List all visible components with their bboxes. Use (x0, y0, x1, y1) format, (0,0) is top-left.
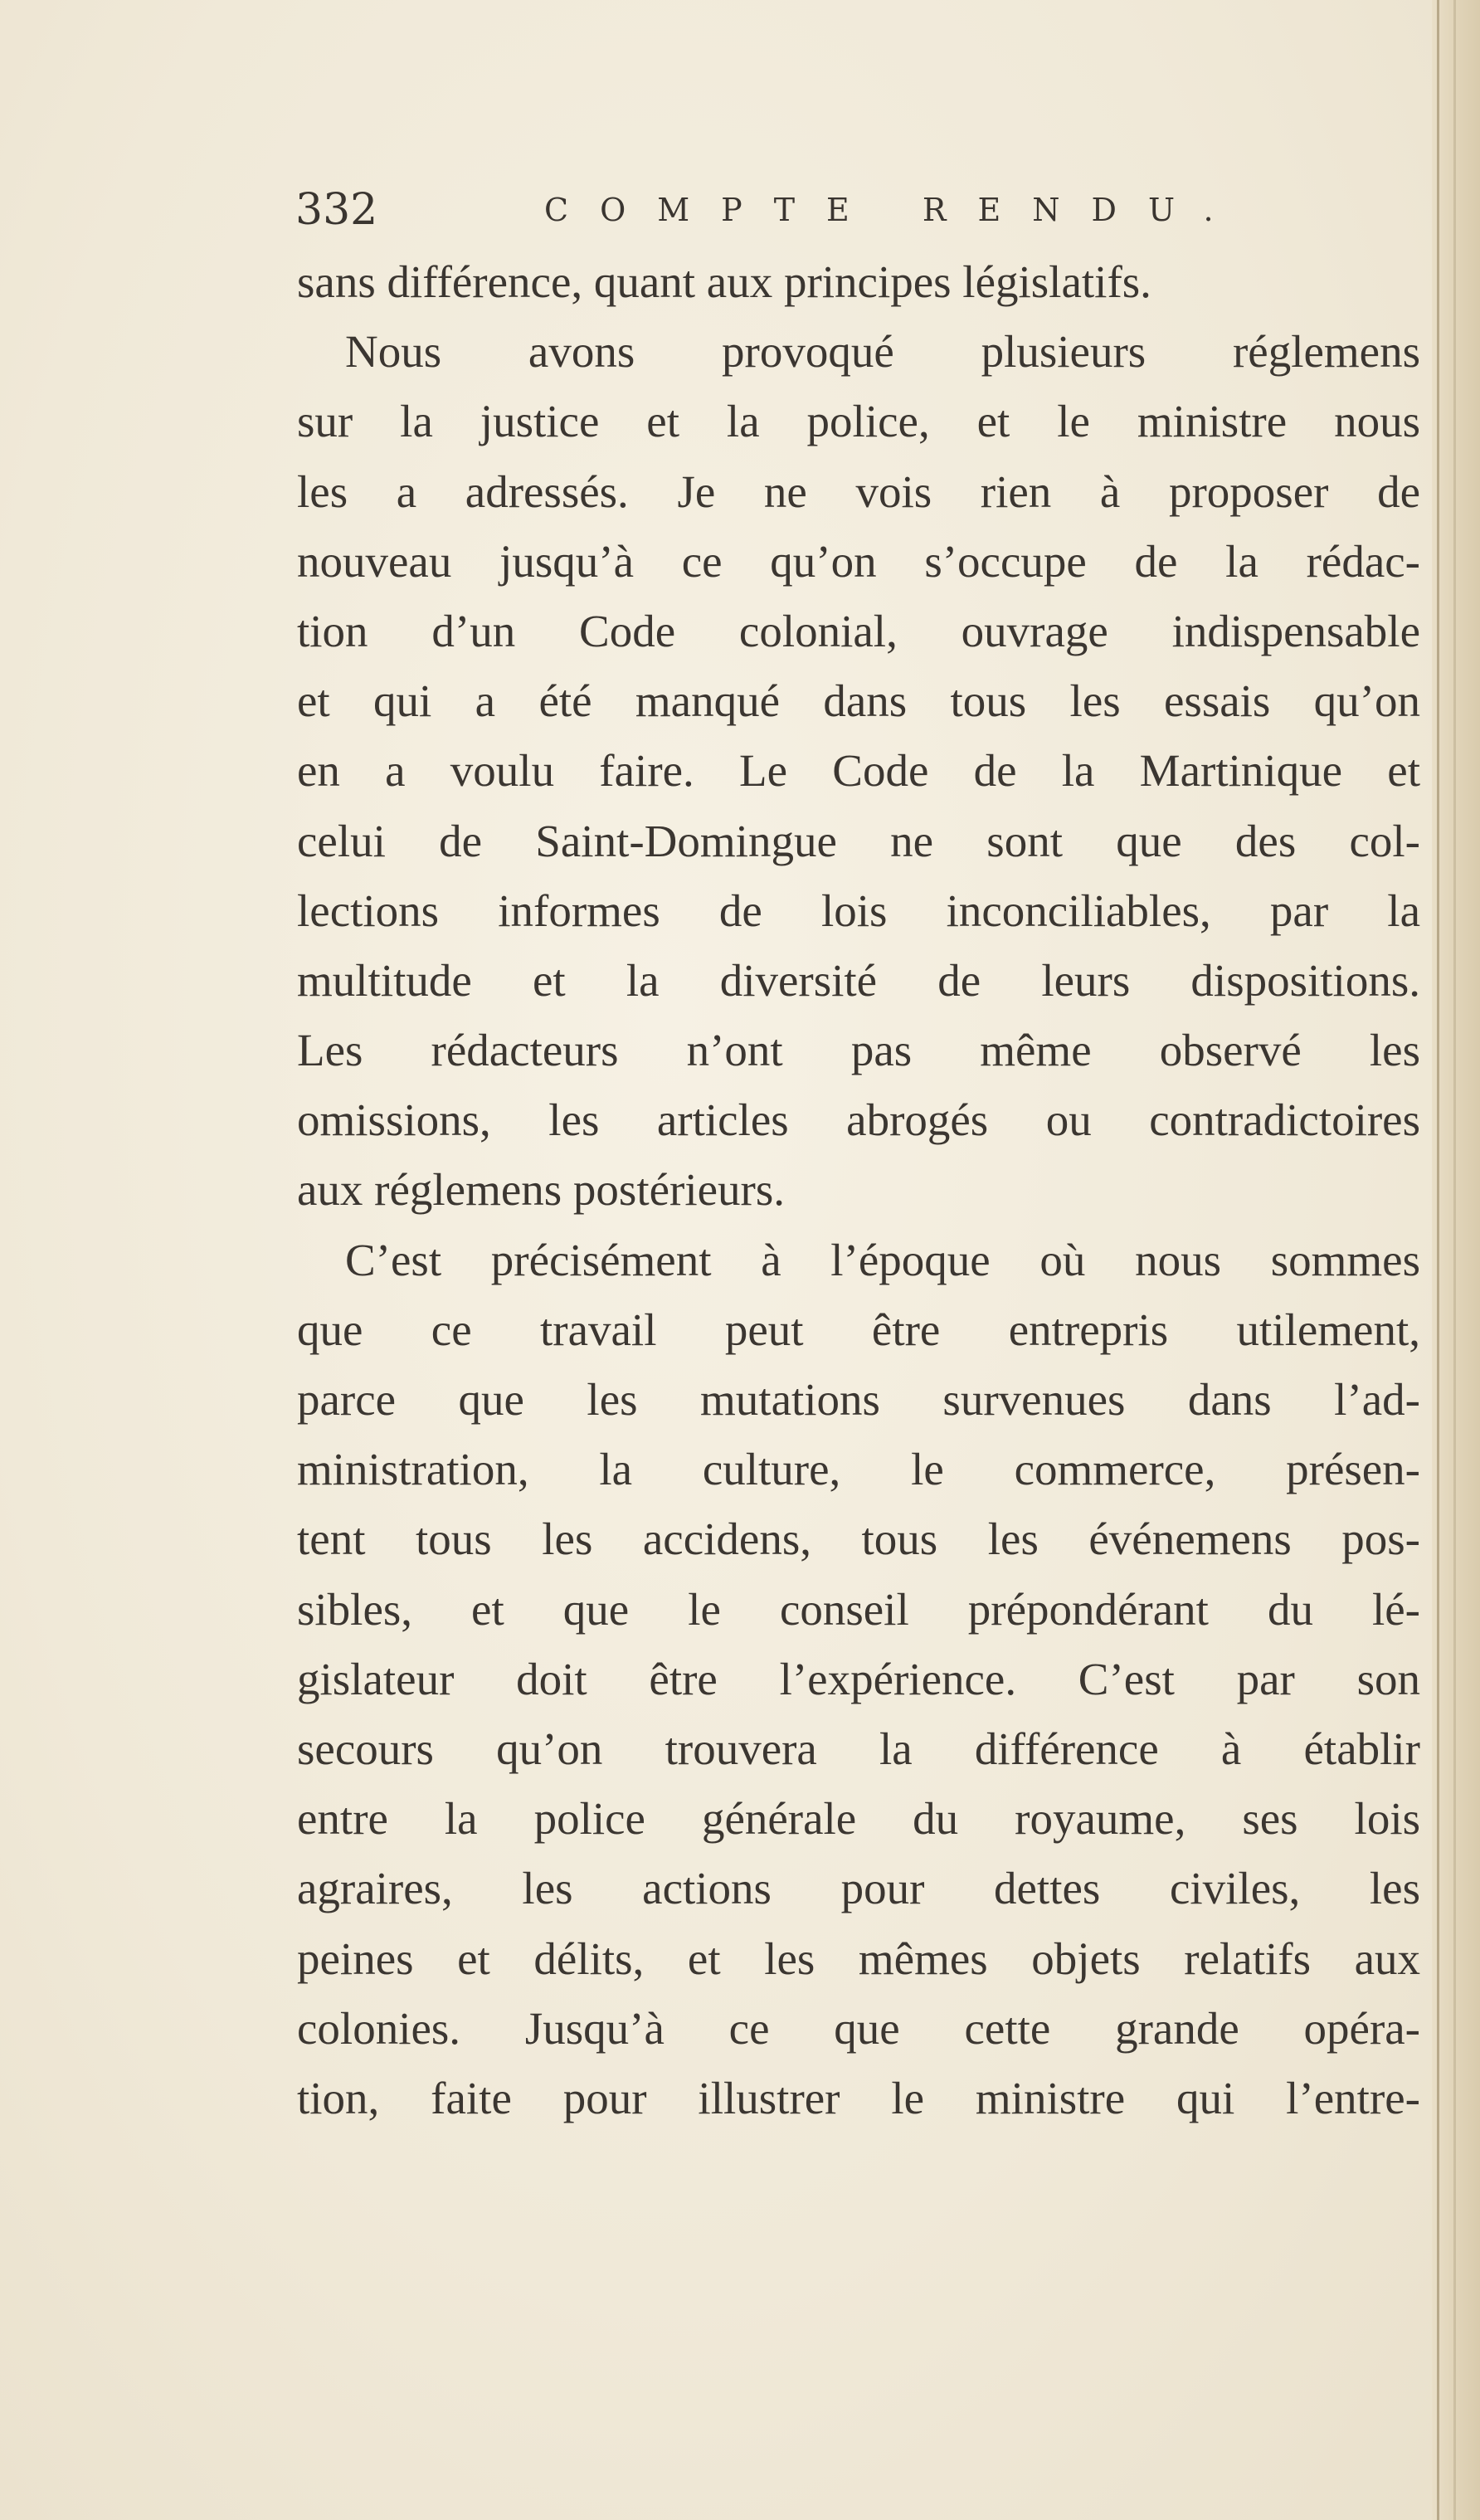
page-edge-line (1437, 0, 1439, 2520)
text-line: les a adressés. Je ne vois rien à proposer de (297, 465, 1420, 517)
text-line: celui de Saint-Domingue ne sont que des col- (297, 815, 1420, 866)
text-line: Nous avons provoqué plusieurs réglemens (345, 326, 1420, 378)
text-line: C’est précisément à l’époque où nous sommes (345, 1234, 1420, 1285)
text-line: gislateur doit être l’expérience. C’est par son (297, 1653, 1420, 1704)
text-line: tent tous les accidens, tous les événemens pos- (297, 1513, 1420, 1565)
text-line: tion d’un Code colonial, ouvrage indispensable (297, 605, 1420, 656)
text-line: sans différence, quant aux principes législatifs. (297, 256, 1151, 307)
text-line: Les rédacteurs n’ont pas même observé les (297, 1025, 1420, 1076)
body-text (297, 247, 1420, 2133)
text-line: tion, faite pour illustrer le ministre qui l’entre- (297, 2072, 1420, 2123)
text-line: peines et délits, et les mêmes objets relatifs aux (297, 1933, 1420, 1984)
page-edge (1432, 0, 1480, 2520)
text-line: secours qu’on trouvera la différence à établir (297, 1723, 1420, 1774)
page-number: 332 (295, 185, 378, 235)
text-line: que ce travail peut être entrepris utilement, (297, 1304, 1420, 1355)
text-line: entre la police générale du royaume, ses lois (297, 1793, 1420, 1845)
text-line: omissions, les articles abrogés ou contradictoires (297, 1094, 1420, 1146)
text-line: parce que les mutations survenues dans l’ad- (297, 1374, 1420, 1425)
page-header (295, 181, 1424, 239)
text-line: sur la justice et la police, et le ministre nous (297, 396, 1420, 447)
text-line: sibles, et que le conseil prépondérant du lé- (297, 1583, 1420, 1635)
text-line: colonies. Jusqu’à ce que cette grande opéra- (297, 2002, 1420, 2054)
text-line: agraires, les actions pour dettes civiles, les (297, 1863, 1420, 1914)
text-line: lections informes de lois inconciliables, par la (297, 885, 1420, 936)
text-line: multitude et la diversité de leurs dispositions. (297, 954, 1420, 1006)
running-head: COMPTE RENDU. (544, 192, 1245, 228)
text-line: en a voulu faire. Le Code de la Martinique et (297, 745, 1420, 797)
text-line: ministration, la culture, le commerce, présen- (297, 1444, 1420, 1495)
text-line: aux réglemens postérieurs. (297, 1164, 786, 1216)
page-edge-line (1453, 0, 1456, 2520)
text-line: nouveau jusqu’à ce qu’on s’occupe de la rédac- (297, 535, 1420, 587)
text-line: et qui a été manqué dans tous les essais qu’on (297, 675, 1420, 727)
